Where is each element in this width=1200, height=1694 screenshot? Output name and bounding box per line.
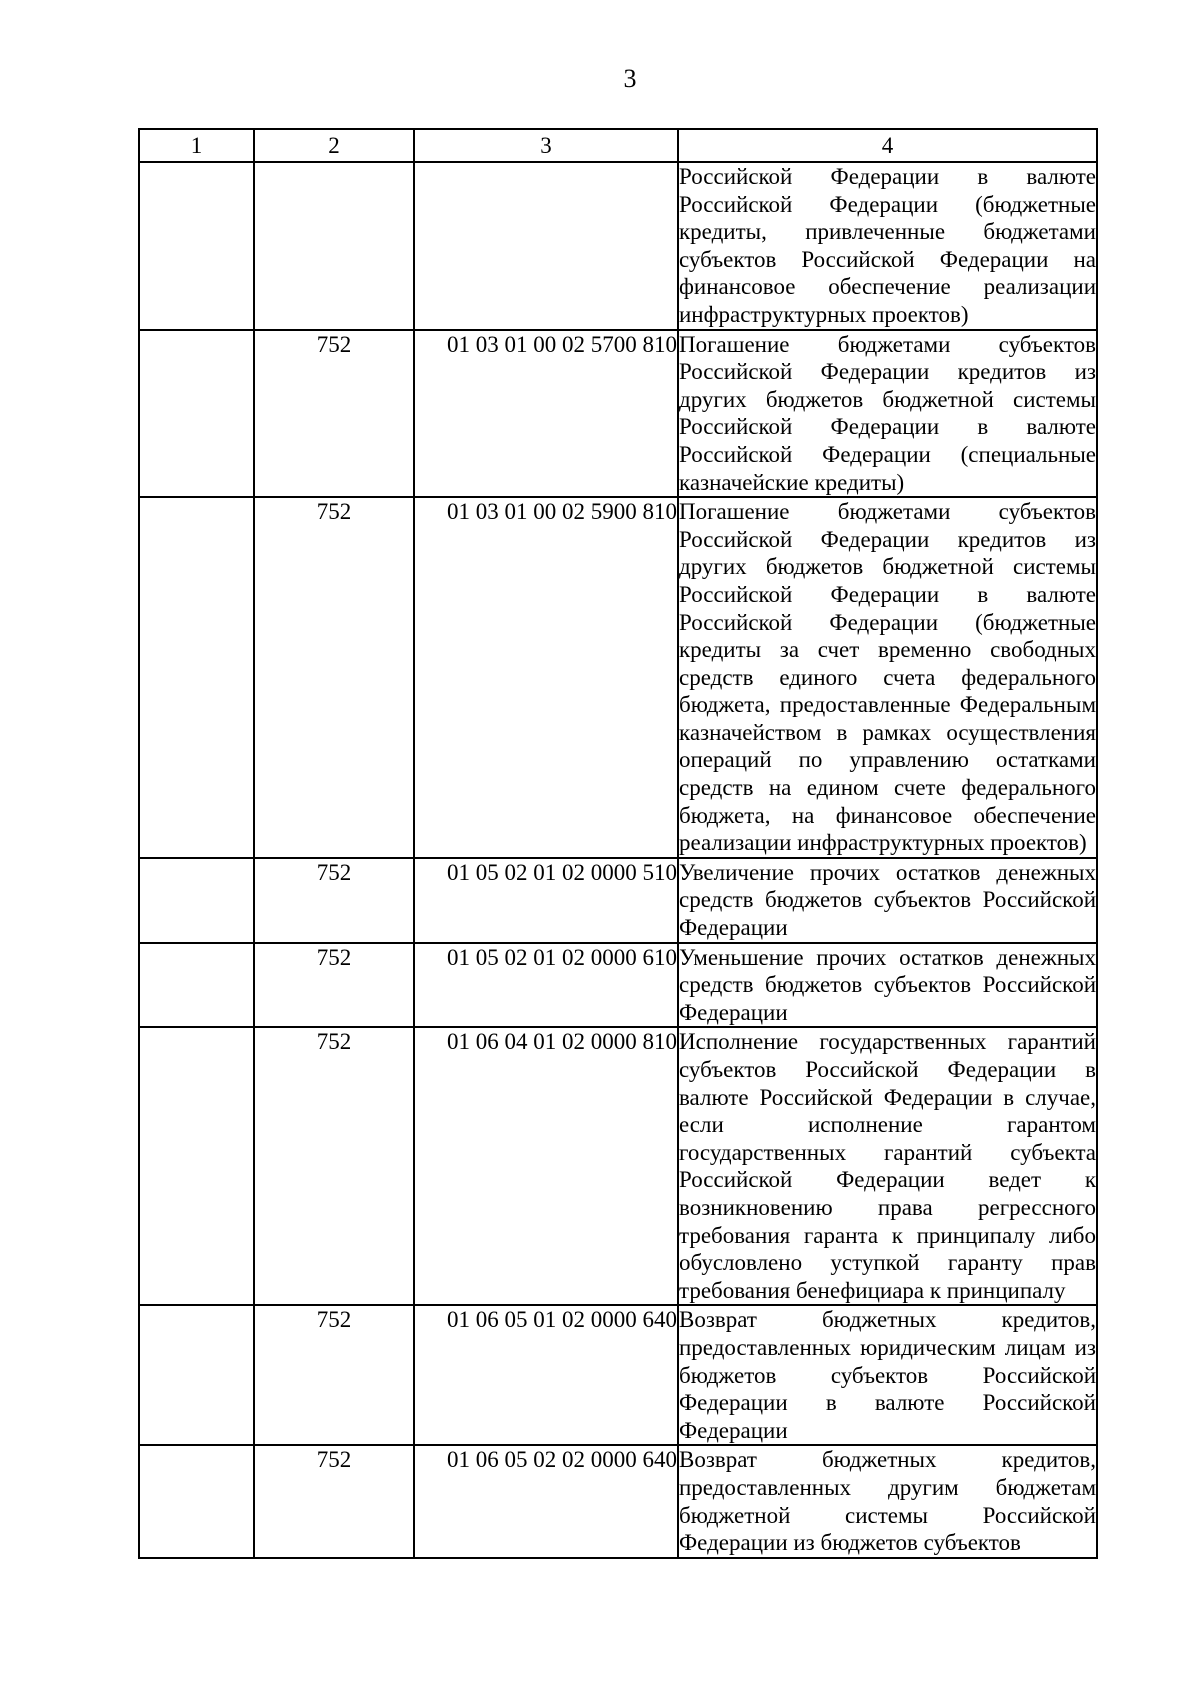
cell-col1	[139, 497, 254, 858]
budget-code-cell	[414, 162, 678, 330]
budget-code-cell: 01 06 05 01 02 0000 640	[414, 1305, 678, 1445]
column-header-1: 1	[139, 129, 254, 162]
admin-code-cell: 752	[254, 1445, 414, 1557]
admin-code-cell: 752	[254, 943, 414, 1028]
table-row	[139, 162, 1097, 330]
cell-col1	[139, 330, 254, 498]
description-cell: Возврат бюджетных кредитов, предоставленных юридическим лицам из бюджетов субъектов Российской Федерации в валюте Российской Федерации	[678, 1305, 1097, 1445]
table-row	[139, 497, 1097, 858]
description-cell: Исполнение государственных гарантий субъектов Российской Федерации в валюте Российской Федерации в случае, если исполнение гарантом государственных гарантий субъекта Российской Федерации ведет к возникновению права регрессного требования гаранта к принципалу либо обусловлено уступкой гаранту прав требования бенефициара к принципалу	[678, 1027, 1097, 1305]
table-row	[139, 330, 1097, 498]
budget-code-cell: 01 06 04 01 02 0000 810	[414, 1027, 678, 1305]
table-row	[139, 1027, 1097, 1305]
admin-code-cell: 752	[254, 1305, 414, 1445]
budget-code-cell: 01 05 02 01 02 0000 610	[414, 943, 678, 1028]
budget-classification-table	[138, 128, 1098, 1559]
admin-code-cell: 752	[254, 1027, 414, 1305]
description-cell: Погашение бюджетами субъектов Российской Федерации кредитов из других бюджетов бюджетной системы Российской Федерации в валюте Российской Федерации (специальные казначейские кредиты)	[678, 330, 1097, 498]
cell-col1	[139, 1027, 254, 1305]
description-cell: Погашение бюджетами субъектов Российской Федерации кредитов из других бюджетов бюджетной системы Российской Федерации в валюте Российской Федерации (бюджетные кредиты за счет временно свободных средств единого счета федерального бюджета, предоставленные Федеральным казначейством в рамках осуществления операций по управлению остатками средств на едином счете федерального бюджета, на финансовое обеспечение реализации инфраструктурных проектов)	[678, 497, 1097, 858]
cell-col1	[139, 858, 254, 943]
page-number: 3	[623, 64, 637, 93]
table-row	[139, 858, 1097, 943]
cell-col1	[139, 1445, 254, 1557]
budget-code-cell: 01 03 01 00 02 5900 810	[414, 497, 678, 858]
table-row	[139, 943, 1097, 1028]
description-cell: Возврат бюджетных кредитов, предоставленных другим бюджетам бюджетной системы Российской Федерации из бюджетов субъектов	[678, 1445, 1097, 1557]
budget-code-cell: 01 06 05 02 02 0000 640	[414, 1445, 678, 1557]
column-header-2: 2	[254, 129, 414, 162]
admin-code-cell: 752	[254, 330, 414, 498]
budget-code-cell: 01 03 01 00 02 5700 810	[414, 330, 678, 498]
cell-col1	[139, 943, 254, 1028]
table-row	[139, 1305, 1097, 1445]
description-cell: Уменьшение прочих остатков денежных средств бюджетов субъектов Российской Федерации	[678, 943, 1097, 1028]
description-cell: Российской Федерации в валюте Российской Федерации (бюджетные кредиты, привлеченные бюджетами субъектов Российской Федерации на финансовое обеспечение реализации инфраструктурных проектов)	[678, 162, 1097, 330]
table-header-row	[139, 129, 1097, 162]
description-cell: Увеличение прочих остатков денежных средств бюджетов субъектов Российской Федерации	[678, 858, 1097, 943]
table-row	[139, 1445, 1097, 1557]
column-header-3: 3	[414, 129, 678, 162]
admin-code-cell	[254, 162, 414, 330]
admin-code-cell: 752	[254, 858, 414, 943]
column-header-4: 4	[678, 129, 1097, 162]
budget-code-cell: 01 05 02 01 02 0000 510	[414, 858, 678, 943]
cell-col1	[139, 162, 254, 330]
cell-col1	[139, 1305, 254, 1445]
admin-code-cell: 752	[254, 497, 414, 858]
